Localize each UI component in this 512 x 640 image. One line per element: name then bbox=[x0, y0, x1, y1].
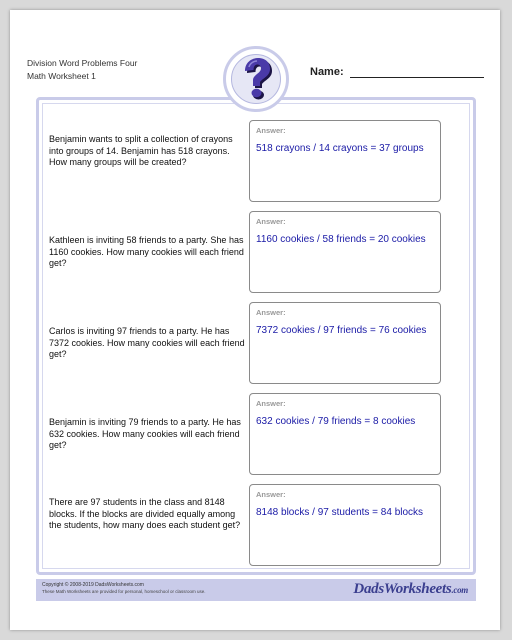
answer-text-2: 1160 cookies / 58 friends = 20 cookies bbox=[256, 234, 426, 245]
question-4: Benjamin is inviting 79 friends to a party. He has 632 cookies. How many cookies will each friend get? bbox=[49, 417, 241, 450]
answer-label: Answer: bbox=[256, 399, 286, 408]
brand-suffix: .com bbox=[451, 585, 468, 595]
answer-label: Answer: bbox=[256, 126, 286, 135]
answer-box-4[interactable] bbox=[249, 393, 441, 475]
logo-inner-circle bbox=[231, 54, 281, 104]
logo-badge bbox=[223, 46, 289, 112]
worksheet-title: Division Word Problems Four bbox=[27, 58, 138, 68]
title-block bbox=[27, 57, 137, 83]
brand-name: DadsWorksheets bbox=[353, 581, 452, 597]
name-label: Name: bbox=[310, 66, 344, 78]
question-1: Benjamin wants to split a collection of crayons into groups of 14. Benjamin has 518 crayons. How many groups will be created? bbox=[49, 134, 233, 167]
answer-box-1[interactable] bbox=[249, 120, 441, 202]
answer-box-2[interactable] bbox=[249, 211, 441, 293]
answer-text-3: 7372 cookies / 97 friends = 76 cookies bbox=[256, 325, 427, 336]
answer-label: Answer: bbox=[256, 217, 286, 226]
copyright-text: Copyright © 2008-2019 DadsWorksheets.com bbox=[42, 582, 144, 588]
worksheet-subtitle: Math Worksheet 1 bbox=[27, 71, 96, 81]
answer-box-5[interactable] bbox=[249, 484, 441, 566]
answer-label: Answer: bbox=[256, 308, 286, 317]
disclaimer-text: These Math Worksheets are provided for personal, homeschool or classroom use. bbox=[42, 589, 206, 594]
answer-label: Answer: bbox=[256, 490, 286, 499]
answer-box-3[interactable] bbox=[249, 302, 441, 384]
footer-bar bbox=[36, 579, 476, 601]
answer-text-1: 518 crayons / 14 crayons = 37 groups bbox=[256, 143, 424, 154]
answer-text-4: 632 cookies / 79 friends = 8 cookies bbox=[256, 416, 416, 427]
question-3: Carlos is inviting 97 friends to a party. He has 7372 cookies. How many cookies will each friend get? bbox=[49, 326, 245, 359]
question-5: There are 97 students in the class and 8148 blocks. If the blocks are divided equally among the students, how many does each student get? bbox=[49, 497, 241, 530]
worksheet-page bbox=[10, 10, 500, 630]
question-mark-icon bbox=[232, 55, 280, 103]
brand-logo[interactable] bbox=[353, 581, 468, 598]
question-2: Kathleen is inviting 58 friends to a party. She has 1160 cookies. How many cookies will each friend get? bbox=[49, 235, 244, 268]
answer-text-5: 8148 blocks / 97 students = 84 blocks bbox=[256, 507, 424, 518]
name-line bbox=[350, 77, 484, 78]
